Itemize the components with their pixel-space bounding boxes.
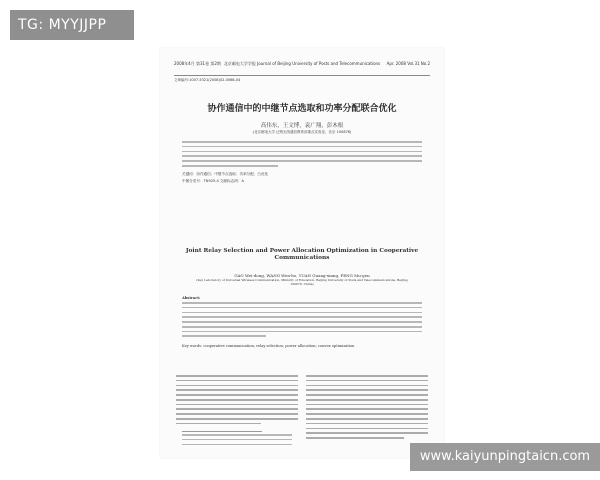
document-id: 文章编号:1007-5321(2008)02-0068-04 [174, 78, 241, 82]
header-right: Apr. 2008 Vol.31 No.2 [386, 61, 430, 66]
footnote-rule [182, 431, 262, 432]
journal-header [174, 61, 430, 73]
watermark-banner: www.kaiyunpingtaicn.com [410, 443, 600, 471]
header-center: 北京邮电大学学报 Journal of Beijing University of Posts and Telecommunications [223, 61, 381, 66]
source-tag: TG: MYYJJPP [10, 10, 134, 40]
paper-title-en: Joint Relay Selection and Power Allocation Optimization in Cooperative Communications [185, 248, 419, 261]
abstract-en-block [182, 302, 422, 340]
keywords-en: Key words: cooperative communication; relay selection; power allocation; convex optimization [182, 344, 355, 348]
abstract-label: Abstract: [182, 296, 201, 300]
footnote-block [182, 434, 292, 448]
paper-title-cn: 协作通信中的中继节点选取和功率分配联合优化 [207, 104, 397, 114]
header-rule [174, 75, 430, 76]
affiliation-cn: (北京邮电大学 泛网无线通信教育部重点实验室，北京 100876) [252, 130, 352, 134]
authors-cn: 高伟东，王文博，袁广翔，彭木根 [260, 123, 344, 129]
classification-cn: 中图分类号：TN925.4 文献标志码：A [182, 179, 244, 183]
affiliation-en: (Key Laboratory of Universal Wireless Communication, Ministry of Education, Beijing University of Posts and Telecommunications, Beijing 100876, China) [196, 278, 408, 286]
body-column-right [306, 375, 428, 442]
header-left: 2008年4月 第31卷 第2期 [174, 61, 221, 66]
paper-page [160, 48, 444, 458]
keywords-cn: 关键词：协作通信；中继节点选取；功率分配；凸优化 [182, 172, 269, 176]
abstract-cn-block [182, 141, 422, 170]
authors-en: GAO Wei-dong, WANG Wen-bo, YUAN Guang-xiang, PENG Mu-gen [234, 273, 370, 278]
